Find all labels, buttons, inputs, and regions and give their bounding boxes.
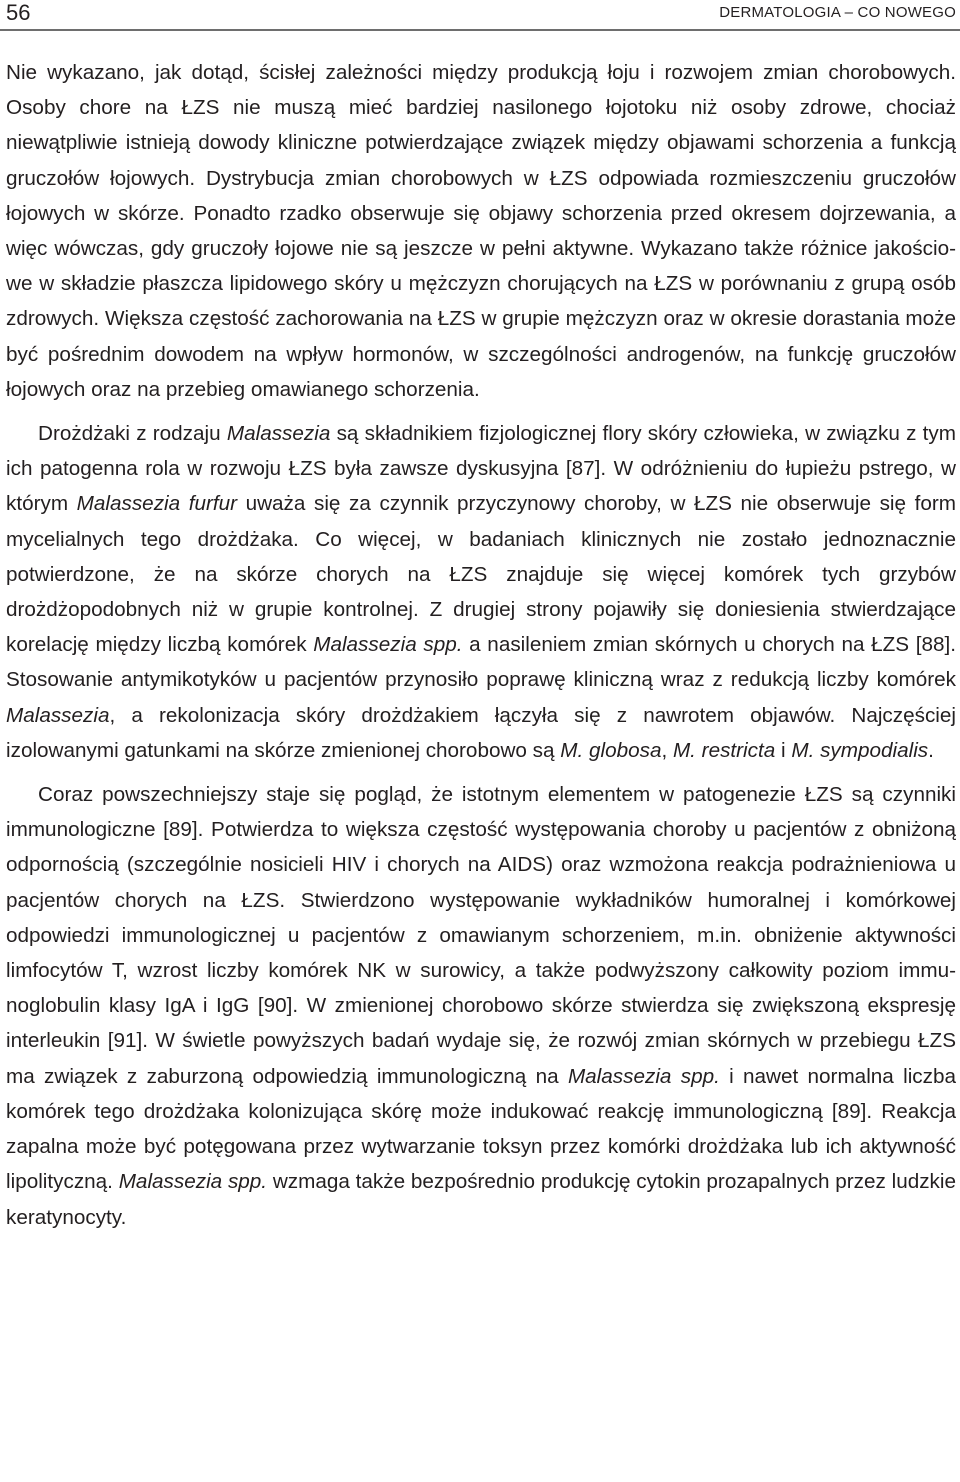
- text-run: są składnikiem fizjologicznej flory skóry człowieka, w związku z tym ich patogenna rola w rozwoju ŁZS była zawsze dyskusyjna [87]. W odróżnieniu do łupieżu pstrego, w którym: [6, 422, 956, 516]
- italic-term: Malassezia furfur: [76, 492, 238, 516]
- paragraph-2: [6, 416, 956, 768]
- text-run: uważa się za czynnik przyczynowy choroby, w ŁZS nie obserwuje się form mycelialnych tego drożdżaka. Co więcej, w badaniach klinicznych nie zostało jednoznacznie potwierdzone, że na skórze chorych na ŁZS znajduje się więcej komórek tych grzybów drożdżopodobnych niż w grupie kontrolnej. Z drugiej strony pojawiły się doniesienia stwierdzające korelację między liczbą komórek: [6, 492, 956, 657]
- italic-term: Malassezia spp.: [567, 1064, 720, 1088]
- running-head: DERMATOLOGIA – CO NOWEGO: [719, 4, 956, 21]
- text-run: a nasileniem zmian skórnych u chorych na ŁZS [88]. Stosowanie antymikotyków u pacjentów przynosiło poprawę kliniczną wraz z redukcją liczby komórek: [6, 633, 956, 692]
- italic-term: Malassezia: [6, 703, 110, 727]
- text-run: wzmaga także bezpośrednio produkcję cytokin prozapalnych przez ludzkie keratynocyty.: [6, 1170, 956, 1229]
- text-run: Nie wykazano, jak dotąd, ścisłej zależności między produkcją łoju i rozwojem zmian chorobowych. Osoby chore na ŁZS nie muszą mieć bardziej nasilonego łojotoku niż osoby zdrowe, chociaż niewątpliwie istnieją dowody kliniczne potwierdzające związek między objawami schorzenia a funkcją gruczołów łojowych. Dystrybucja zmian chorobowych w ŁZS odpowiada rozmieszczeniu gruczołów łojowych w skórze. Ponadto rzadko obserwuje się objawy schorzenia przed okresem dojrzewania, a więc wówczas, gdy gruczoły łojowe nie są jeszcze w pełni aktywne. Wykazano także różnice jakościowe w składzie płaszcza lipidowego skóry u mężczyzn chorujących na ŁZS w porównaniu z grupą osób zdrowych. Większa częstość zachorowania na ŁZS w grupie mężczyzn oraz w okresie dorastania może być pośrednim dowodem na wpływ hormonów, w szczególności androgenów, na funkcję gruczołów łojowych oraz na przebieg omawianego schorzenia.: [6, 61, 956, 401]
- italic-term: Malassezia: [226, 422, 331, 446]
- text-run: i: [775, 738, 792, 762]
- text-run: i nawet normalna liczba komórek tego drożdżaka kolonizująca skórę może indukować reakcję immunologiczną [89]. Reakcja zapalna może być potęgowana przez wytwarzanie toksyn przez komórki drożdżaka lub ich aktywność lipolityczną.: [6, 1064, 956, 1194]
- italic-term: Malassezia spp.: [313, 633, 463, 657]
- text-run: ,: [661, 738, 673, 762]
- text-run: , a rekolonizacja skóry drożdżakiem łączyła się z nawrotem objawów. Najczęściej izolowanymi gatunkami na skórze zmienionej chorobowo są: [6, 703, 956, 762]
- italic-term: Malassezia spp.: [118, 1170, 268, 1194]
- paragraph-3: [6, 777, 956, 1235]
- text-run: Drożdżaki z rodzaju: [38, 422, 227, 446]
- article-body: [6, 55, 956, 1235]
- italic-term: M. sympodialis: [791, 738, 929, 762]
- header-rule: [0, 29, 960, 31]
- italic-term: M. globosa: [560, 738, 662, 762]
- page-header: [0, 0, 960, 40]
- paragraph-1: [6, 55, 956, 407]
- text-run: .: [928, 738, 934, 762]
- text-run: Coraz powszechniejszy staje się pogląd, że istotnym elementem w patogenezie ŁZS są czynniki immunologiczne [89]. Potwierdza to większa częstość występowania choroby u pacjentów z obniżoną odpornością (szczególnie nosicieli HIV i chorych na AIDS) oraz wzmożona reakcja podrażnieniowa u pacjentów chorych na ŁZS. Stwierdzono występowanie wykładników humoralnej i komórkowej odpowiedzi immunologicznej u pacjentów z omawianym schorzeniem, m.in. obniżenie aktywności limfocytów T, wzrost liczby komórek NK w surowicy, a także podwyższony całkowity poziom immunoglobulin klasy IgA i IgG [90]. W zmienionej chorobowo skórze stwierdza się zwiększoną ekspresję interleukin [91]. W świetle powyższych badań wydaje się, że rozwój zmian skórnych w przebiegu ŁZS ma związek z zaburzoną odpowiedzią immunologiczną na: [6, 783, 956, 1088]
- page-number: 56: [6, 0, 31, 25]
- italic-term: M. restricta: [672, 738, 776, 762]
